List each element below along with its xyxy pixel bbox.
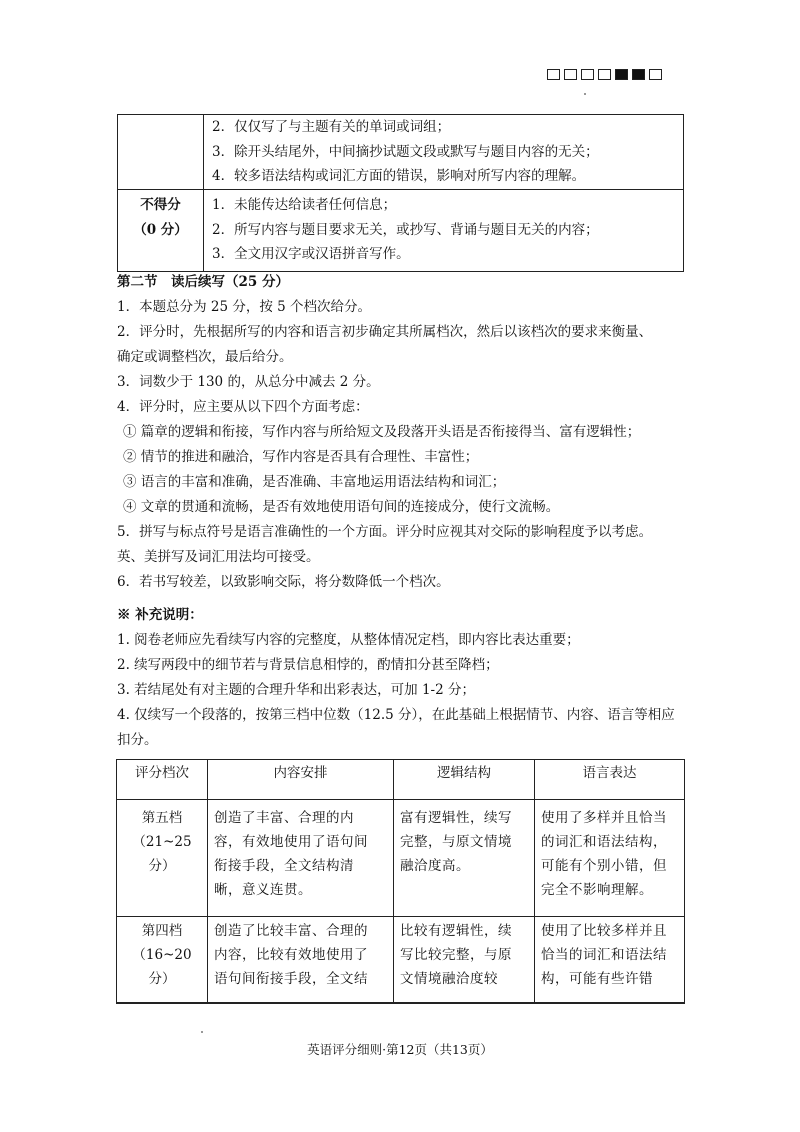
page-mark-filled [632, 69, 645, 80]
column-header: 内容安排 [208, 760, 394, 800]
cell-line: 完整，与原文情境 [400, 834, 512, 850]
decorative-dot [584, 93, 586, 95]
table-header-row [117, 760, 685, 800]
table-row [118, 190, 684, 272]
table-row [118, 115, 684, 190]
cell-line: 创造了丰富、合理的内 [214, 810, 354, 826]
cell-line: 使用了多样并且恰当 [541, 810, 667, 826]
logic-cell [394, 800, 535, 917]
page-mark-filled [615, 69, 628, 80]
cell-line: 富有逻辑性，续写 [400, 810, 512, 826]
cell-line: 语句间衔接手段，全文结 [214, 971, 368, 987]
rule-subitem: ① 篇章的逻辑和衔接，写作内容与所给短文及段落开头语是否衔接得当、富有逻辑性； [123, 424, 641, 440]
rule-item: 6．若书写较差，以致影响交际，将分数降低一个档次。 [117, 574, 450, 590]
criteria-line: 3．全文用汉字或汉语拼音写作。 [212, 246, 410, 262]
section-body [117, 270, 687, 753]
criteria-cell [204, 115, 684, 190]
criteria-line: 4．较多语法结构或词汇方面的错误，影响对所写内容的理解。 [212, 168, 586, 184]
level-range: （21~25 [132, 834, 192, 850]
level-cell [118, 115, 204, 190]
supplement-item: 1. 阅卷老师应先看续写内容的完整度，从整体情况定档，即内容比表达重要； [117, 632, 580, 648]
page-mark [598, 69, 611, 80]
level-cell [117, 917, 208, 1004]
level-name: 第五档 [141, 810, 183, 826]
level-range: （16~20 [132, 947, 192, 963]
supplement-item: 4. 仅续写一个段落的，按第三档中位数（12.5 分），在此基础上根据情节、内容、语言等相应 [117, 707, 675, 723]
rule-subitem: ② 情节的推进和融洽，写作内容是否具有合理性、丰富性； [123, 449, 479, 465]
cell-line: 创造了比较丰富、合理的 [214, 923, 368, 939]
cell-line: 可能有个别小错，但 [541, 858, 667, 874]
column-header: 语言表达 [535, 760, 685, 800]
decorative-dot [201, 1031, 203, 1033]
table-row [117, 917, 685, 1004]
cell-line: 衔接手段，全文结构清 [214, 858, 354, 874]
supplement-item: 3. 若结尾处有对主题的合理升华和出彩表达，可加 1-2 分； [117, 682, 475, 698]
rule-item: 2．评分时，先根据所写的内容和语言初步确定其所属档次，然后以该档次的要求来衡量、 [117, 324, 653, 340]
criteria-line: 2．所写内容与题目要求无关，或抄写、背诵与题目无关的内容； [212, 221, 599, 238]
cell-line: 文情境融洽度较 [400, 971, 498, 987]
column-header: 评分档次 [117, 760, 208, 800]
column-header: 逻辑结构 [394, 760, 535, 800]
level-range-unit: 分） [148, 858, 176, 874]
supplement-item: 扣分。 [117, 732, 158, 748]
page-footer: 英语评分细则·第12页（共13页） [307, 1042, 493, 1057]
criteria-line: 2．仅仅写了与主题有关的单词或词组； [212, 119, 451, 135]
rule-item: 4．评分时，应主要从以下四个方面考虑： [117, 399, 369, 415]
cell-line: 晰，意义连贯。 [214, 882, 312, 898]
level-cell [118, 190, 204, 272]
cell-line: 恰当的词汇和语法结 [541, 947, 667, 963]
language-cell [535, 917, 685, 1004]
level-name: 第四档 [141, 923, 183, 939]
top-scoring-table [117, 114, 684, 272]
rule-item: 5．拼写与标点符号是语言准确性的一个方面。评分时应视其对交际的影响程度予以考虑。 [117, 524, 653, 540]
page-mark [564, 69, 577, 80]
page-mark [581, 69, 594, 80]
rule-subitem: ④ 文章的贯通和流畅，是否有效地使用语句间的连接成分，使行文流畅。 [123, 499, 560, 515]
content-cell [208, 917, 394, 1004]
cell-line: 完全不影响理解。 [541, 882, 653, 898]
supplement-heading: ※ 补充说明： [117, 607, 203, 623]
logic-cell [394, 917, 535, 1004]
table-row [117, 800, 685, 917]
rule-item: 确定或调整档次，最后给分。 [117, 349, 293, 365]
criteria-cell [204, 190, 684, 272]
cell-line: 的词汇和语法结构， [541, 834, 667, 850]
rule-item: 1．本题总分为 25 分，按 5 个档次给分。 [117, 299, 372, 315]
page-position-marks [547, 69, 662, 80]
cell-line: 内容，比较有效地使用了 [214, 947, 368, 963]
level-range-unit: 分） [148, 971, 176, 987]
grading-table [116, 759, 685, 1004]
cell-line: 融洽度高。 [400, 858, 470, 874]
language-cell [535, 800, 685, 917]
page-mark [649, 69, 662, 80]
cell-line: 比较有逻辑性，续 [400, 923, 512, 939]
section-heading: 第二节 读后续写（25 分） [117, 274, 289, 290]
cell-line: 使用了比较多样并且 [541, 923, 667, 939]
level-cell [117, 800, 208, 917]
supplement-item: 2. 续写两段中的细节若与背景信息相悖的，酌情扣分甚至降档； [117, 657, 499, 673]
level-label: 不得分 [140, 197, 181, 213]
cell-line: 构，可能有些许错 [541, 971, 653, 987]
content-cell [208, 800, 394, 917]
cell-line: 容，有效地使用了语句间 [214, 834, 368, 850]
criteria-line: 1．未能传达给读者任何信息； [212, 197, 397, 213]
cell-line: 写比较完整，与原 [400, 947, 512, 963]
level-score: （0 分） [133, 221, 188, 238]
page-mark [547, 69, 560, 80]
criteria-line: 3．除开头结尾外，中间摘抄试题文段或默写与题目内容的无关； [212, 143, 599, 160]
rule-item: 英、美拼写及词汇用法均可接受。 [117, 549, 320, 565]
rule-item: 3．词数少于 130 的，从总分中减去 2 分。 [117, 374, 380, 390]
rule-subitem: ③ 语言的丰富和准确，是否准确、丰富地运用语法结构和词汇； [123, 474, 506, 490]
